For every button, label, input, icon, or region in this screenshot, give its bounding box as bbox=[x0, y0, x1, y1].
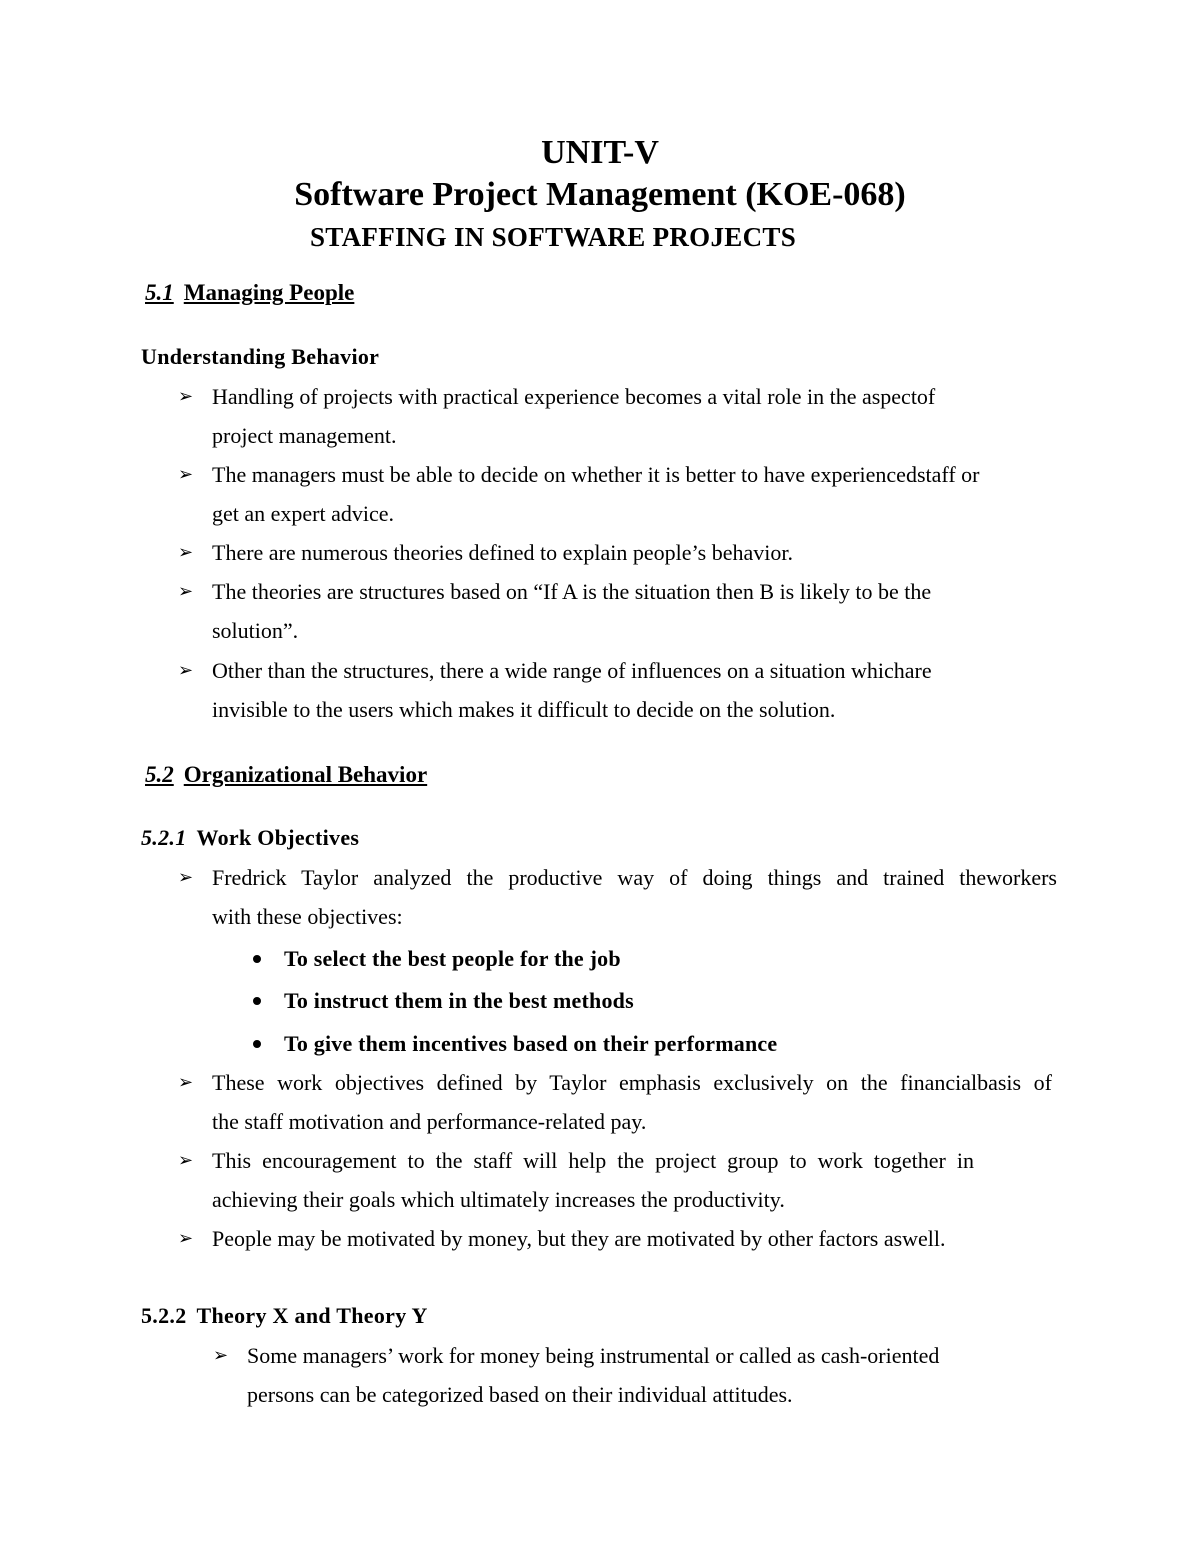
bullet-line: the staff motivation and performance-related pay. bbox=[212, 1109, 647, 1134]
section-5-1-heading bbox=[145, 278, 354, 308]
bullet-line: with these objectives: bbox=[212, 904, 403, 929]
subsection-5-2-2-heading bbox=[141, 1301, 428, 1331]
arrow-bullet-icon: ➢ bbox=[178, 1228, 194, 1249]
subsection-number: 5.2.1 bbox=[141, 825, 187, 850]
section-5-2-heading bbox=[145, 760, 427, 790]
bullet-line: Fredrick Taylor analyzed the productive way of doing things and trained theworkers bbox=[212, 865, 1057, 890]
arrow-bullet-icon: ➢ bbox=[178, 386, 194, 407]
unit-title: UNIT-V bbox=[541, 134, 659, 171]
subheading-understanding-behavior: Understanding Behavior bbox=[141, 344, 380, 369]
bullet-line: The theories are structures based on “If A is the situation then B is likely to be the bbox=[212, 579, 932, 604]
section-title: Organizational Behavior bbox=[183, 762, 428, 787]
bullet-line: get an expert advice. bbox=[212, 501, 395, 526]
arrow-bullet-icon: ➢ bbox=[178, 542, 194, 563]
objective-text: To instruct them in the best methods bbox=[284, 988, 634, 1013]
arrow-bullet-icon: ➢ bbox=[178, 867, 194, 888]
subsection-title: Work Objectives bbox=[196, 825, 360, 850]
topic-title: STAFFING IN SOFTWARE PROJECTS bbox=[309, 222, 797, 252]
bullet-line: achieving their goals which ultimately increases the productivity. bbox=[212, 1187, 785, 1212]
objective-text: To give them incentives based on their performance bbox=[284, 1031, 778, 1056]
bullet-dot-icon bbox=[253, 1040, 261, 1048]
bullet-dot-icon bbox=[253, 955, 261, 963]
arrow-bullet-icon: ➢ bbox=[178, 581, 194, 602]
objective-text: To select the best people for the job bbox=[284, 946, 621, 971]
bullet-line: project management. bbox=[212, 423, 397, 448]
arrow-bullet-icon: ➢ bbox=[178, 660, 194, 681]
bullet-line: persons can be categorized based on their individual attitudes. bbox=[247, 1382, 793, 1407]
bullet-line: Handling of projects with practical experience becomes a vital role in the aspectof bbox=[212, 384, 936, 409]
section-number: 5.1 bbox=[145, 280, 174, 305]
arrow-bullet-icon: ➢ bbox=[213, 1345, 229, 1366]
subsection-5-2-1-heading bbox=[141, 823, 359, 853]
bullet-line: People may be motivated by money, but they are motivated by other factors aswell. bbox=[212, 1226, 946, 1251]
bullet-line: This encouragement to the staff will help the project group to work together in bbox=[212, 1148, 974, 1173]
arrow-bullet-icon: ➢ bbox=[178, 1072, 194, 1093]
bullet-line: invisible to the users which makes it difficult to decide on the solution. bbox=[212, 697, 836, 722]
section-title: Managing People bbox=[183, 280, 355, 305]
bullet-line: Some managers’ work for money being instrumental or called as cash-oriented bbox=[247, 1343, 940, 1368]
bullet-line: There are numerous theories defined to explain people’s behavior. bbox=[212, 540, 793, 565]
bullet-dot-icon bbox=[253, 997, 261, 1005]
course-title: Software Project Management (KOE-068) bbox=[294, 176, 906, 213]
bullet-line: solution”. bbox=[212, 618, 299, 643]
bullet-line: Other than the structures, there a wide range of influences on a situation whichare bbox=[212, 658, 932, 683]
bullet-line: These work objectives defined by Taylor emphasis exclusively on the financialbasis of bbox=[212, 1070, 1052, 1095]
arrow-bullet-icon: ➢ bbox=[178, 464, 194, 485]
subsection-number: 5.2.2 bbox=[141, 1303, 187, 1328]
section-number: 5.2 bbox=[145, 762, 174, 787]
arrow-bullet-icon: ➢ bbox=[178, 1150, 194, 1171]
subsection-title: Theory X and Theory Y bbox=[196, 1303, 428, 1328]
bullet-line: The managers must be able to decide on whether it is better to have experiencedstaff or bbox=[212, 462, 980, 487]
